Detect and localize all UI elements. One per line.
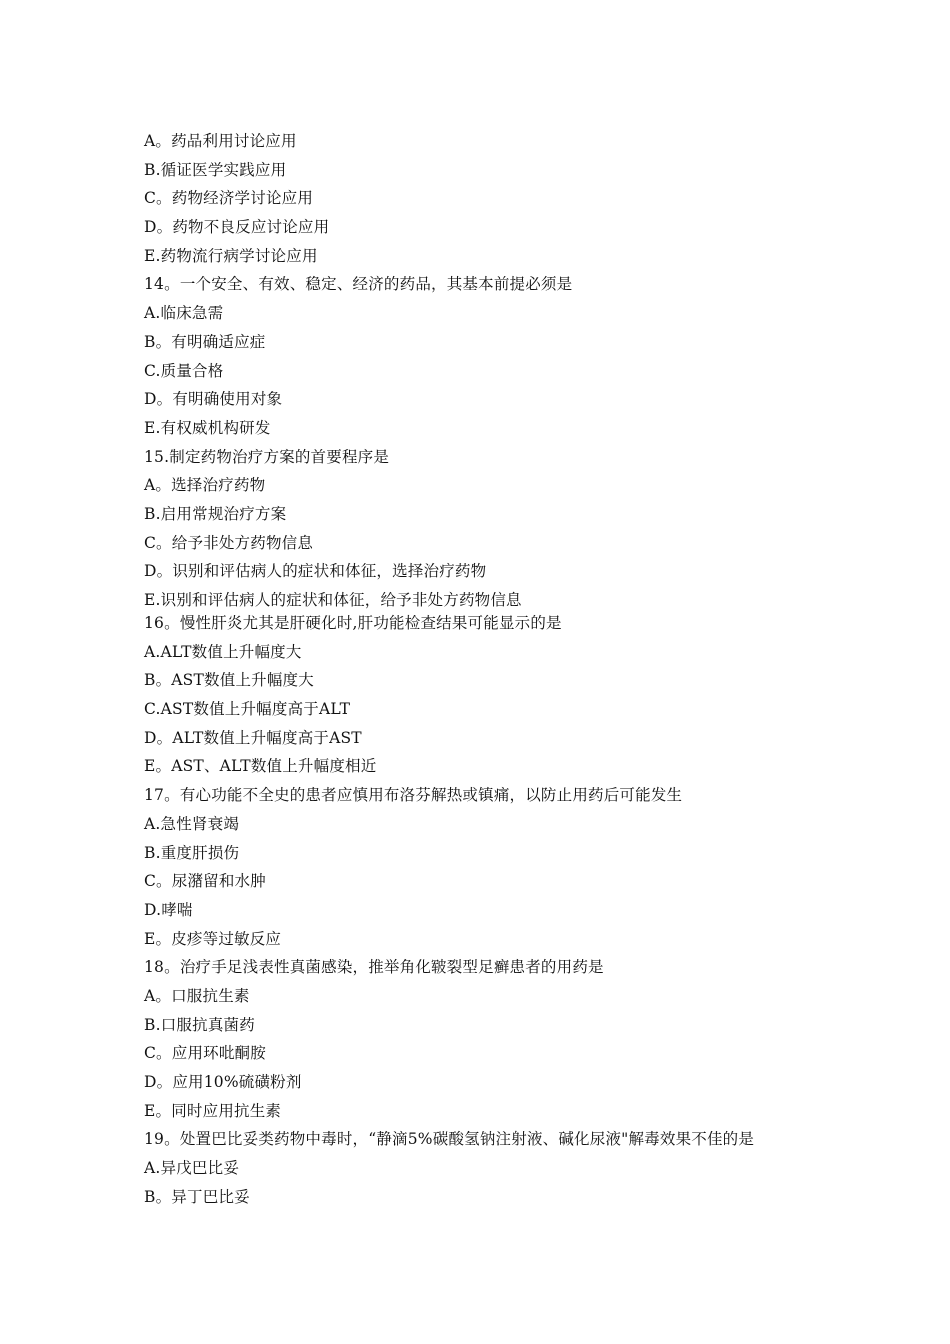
option-line: B。AST数值上升幅度大 [144,671,314,690]
option-line: E.识别和评估病人的症状和体征，给予非处方药物信息 [144,591,522,609]
option-line: C。药物经济学讨论应用 [144,189,314,208]
option-line: A.急性肾衰竭 [144,814,240,833]
option-line: C.AST数值上升幅度高于ALT [144,700,351,719]
option-line: B。异丁巴比妥 [144,1187,250,1206]
question-line: 19。处置巴比妥类药物中毒时，“静滴5%碳酸氢钠注射液、碱化尿液"解毒效果不佳的是 [144,1130,755,1149]
question-line: 17。有心功能不全史的患者应慎用布洛芬解热或镇痛，以防止用药后可能发生 [144,786,683,805]
option-line: B.启用常规治疗方案 [144,504,287,523]
option-line: D。ALT数值上升幅度高于AST [144,728,362,747]
option-line: D。识别和评估病人的症状和体征，选择治疗药物 [144,562,487,581]
option-line: B。有明确适应症 [144,332,266,351]
question-line: 18。治疗手足浅表性真菌感染，推举角化皲裂型足癣患者的用药是 [144,958,604,977]
option-line: C。应用环吡酮胺 [144,1044,266,1063]
option-line: A.异戊巴比妥 [144,1159,240,1178]
question-line: 15.制定药物治疗方案的首要程序是 [144,447,390,466]
question-line: 14。一个安全、有效、稳定、经济的药品，其基本前提必须是 [144,275,573,294]
option-line: B.循证医学实践应用 [144,160,287,179]
option-line: A。药品利用讨论应用 [144,132,297,150]
option-line: B.重度肝损伤 [144,843,240,862]
option-line: D。应用10%硫磺粉剂 [144,1073,302,1091]
option-line: E。皮疹等过敏反应 [144,929,282,948]
question-text-block [144,127,844,1211]
option-line: A.ALT数值上升幅度大 [144,642,302,661]
option-line: A。口服抗生素 [144,986,250,1005]
option-line: C.质量合格 [144,361,224,380]
option-line: B.口服抗真菌药 [144,1015,255,1034]
option-line: E。同时应用抗生素 [144,1101,282,1120]
option-line: E.有权威机构研发 [144,418,271,437]
option-line: A。选择治疗药物 [144,476,266,495]
option-line: C。给予非处方药物信息 [144,533,314,552]
option-line: E。AST、ALT数值上升幅度相近 [144,757,377,776]
option-line: D.哮喘 [144,900,193,919]
option-line: D。药物不良反应讨论应用 [144,218,330,237]
option-line: D。有明确使用对象 [144,390,283,409]
option-line: E.药物流行病学讨论应用 [144,246,318,265]
question-line: 16。慢性肝炎尤其是肝硬化时,肝功能检查结果可能显示的是 [144,614,562,632]
option-line: A.临床急需 [144,304,224,323]
option-line: C。尿潴留和水肿 [144,872,266,891]
